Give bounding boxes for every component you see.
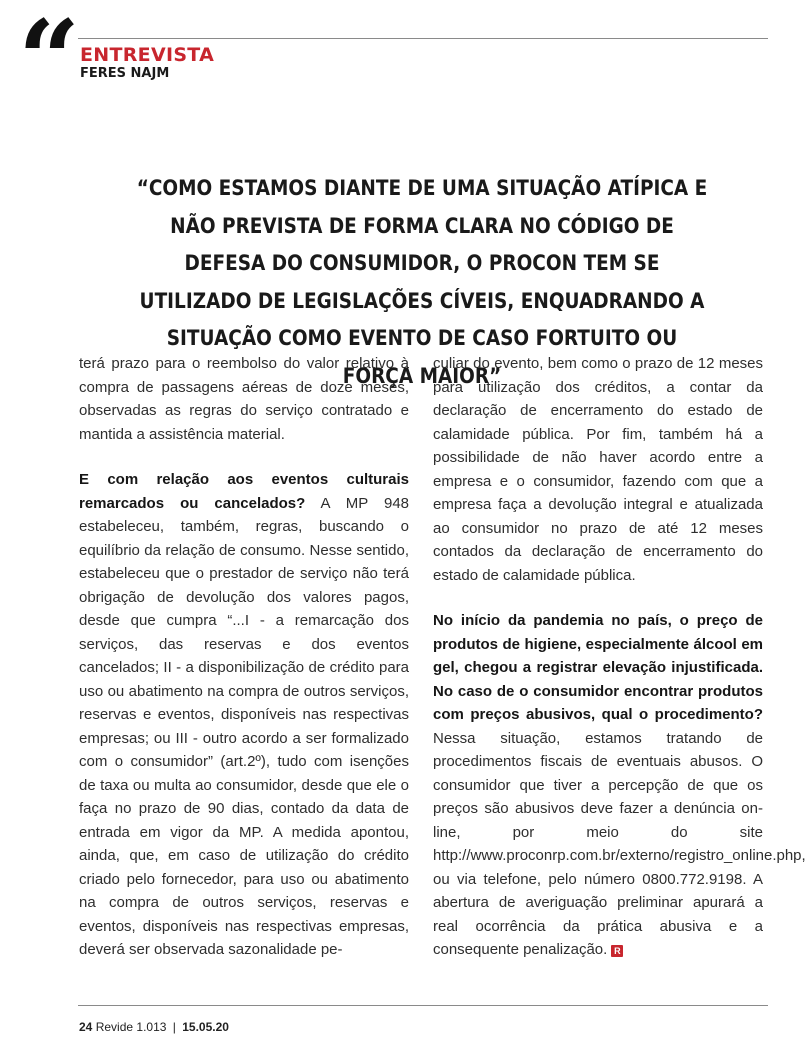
footer-separator: |: [172, 1020, 176, 1034]
page-footer: [79, 1020, 229, 1034]
publication-issue: Revide 1.013: [95, 1020, 167, 1034]
top-rule: [78, 38, 768, 39]
paragraph: [433, 609, 806, 962]
paragraph: [79, 468, 409, 962]
article-column-right: [433, 352, 806, 962]
bottom-rule: [78, 1005, 768, 1006]
interview-question: No início da pandemia no país, o preço de produtos de higiene, especialmente álcool em gel, chegou a registrar elevação injustificada. No caso de o consumidor encontrar produtos com preços abusivos, qual o procedimento?: [433, 612, 763, 723]
paragraph: terá prazo para o reembolso do valor relativo à compra de passagens aéreas de doze meses, observadas as regras do serviço contratado e mantida a assistência material.: [79, 355, 409, 443]
quote-mark-icon: “: [18, 0, 81, 123]
article-column-left: [79, 352, 409, 962]
interview-question: E com relação aos eventos culturais remarcados ou cancelados?: [79, 471, 409, 512]
author-name: FERES NAJM: [80, 66, 170, 81]
end-mark-icon: R: [611, 945, 623, 957]
issue-date: 15.05.20: [182, 1020, 229, 1034]
interview-answer: A MP 948 estabeleceu, também, regras, buscando o equilíbrio da relação de consumo. Nesse sentido, estabeleceu que o prestador de serviço não terá obrigação de devolução dos valores pagos, desde que cumpra “...I - a remarcação dos serviços, das reservas e dos eventos cancelados; II - a disponibilização de crédito para uso ou abatimento na compra de outros serviços, reservas e eventos, disponíveis nas respectivas empresas; ou III - outro acordo a ser formalizado com o consumidor” (art.2º), tudo com isenções de taxa ou multa ao consumidor, desde que ele o faça no prazo de 90 dias, contado da data de entrada em vigor da MP. A medida apontou, ainda, que, em caso de utilização do crédito criado pelo fornecedor, para uso ou abatimento na compra de outros serviços, reservas e eventos, disponíveis nas respectivas empresas, deverá ser observada sazonalidade pe-: [79, 494, 409, 958]
page-number: 24: [79, 1020, 93, 1034]
section-label: ENTREVISTA: [80, 44, 215, 66]
interview-answer: Nessa situação, estamos tratando de procedimentos fiscais de eventuais abusos. O consumidor que tiver a percepção de que os preços são abusivos deve fazer a denúncia on-line, por meio do site http://www.proconrp.com.br/externo/registro_online.php, ou via telefone, pelo número 0800.772.9198. A abertura de averiguação preliminar apurará a real ocorrência da prática abusiva e a consequente penalização.: [433, 729, 806, 958]
pull-quote: “COMO ESTAMOS DIANTE DE UMA SITUAÇÃO ATÍPICA E NÃO PREVISTA DE FORMA CLARA NO CÓDIGO DE DEFESA DO CONSUMIDOR, O PROCON TEM SE UTILIZADO DE LEGISLAÇÕES CÍVEIS, ENQUADRANDO A SITUAÇÃO COMO EVENTO DE CASO FORTUITO OU FORÇA MAIOR”: [136, 176, 708, 388]
paragraph: culiar do evento, bem como o prazo de 12 meses para utilização dos créditos, a contar da declaração de encerramento do estado de calamidade pública. Por fim, também há a possibilidade de não haver acordo entre a empresa e o consumidor, fazendo com que a empresa faça a devolução integral e atualizada ao consumidor no prazo de até 12 meses contados da declaração de encerramento do estado de calamidade pública.: [433, 355, 763, 584]
